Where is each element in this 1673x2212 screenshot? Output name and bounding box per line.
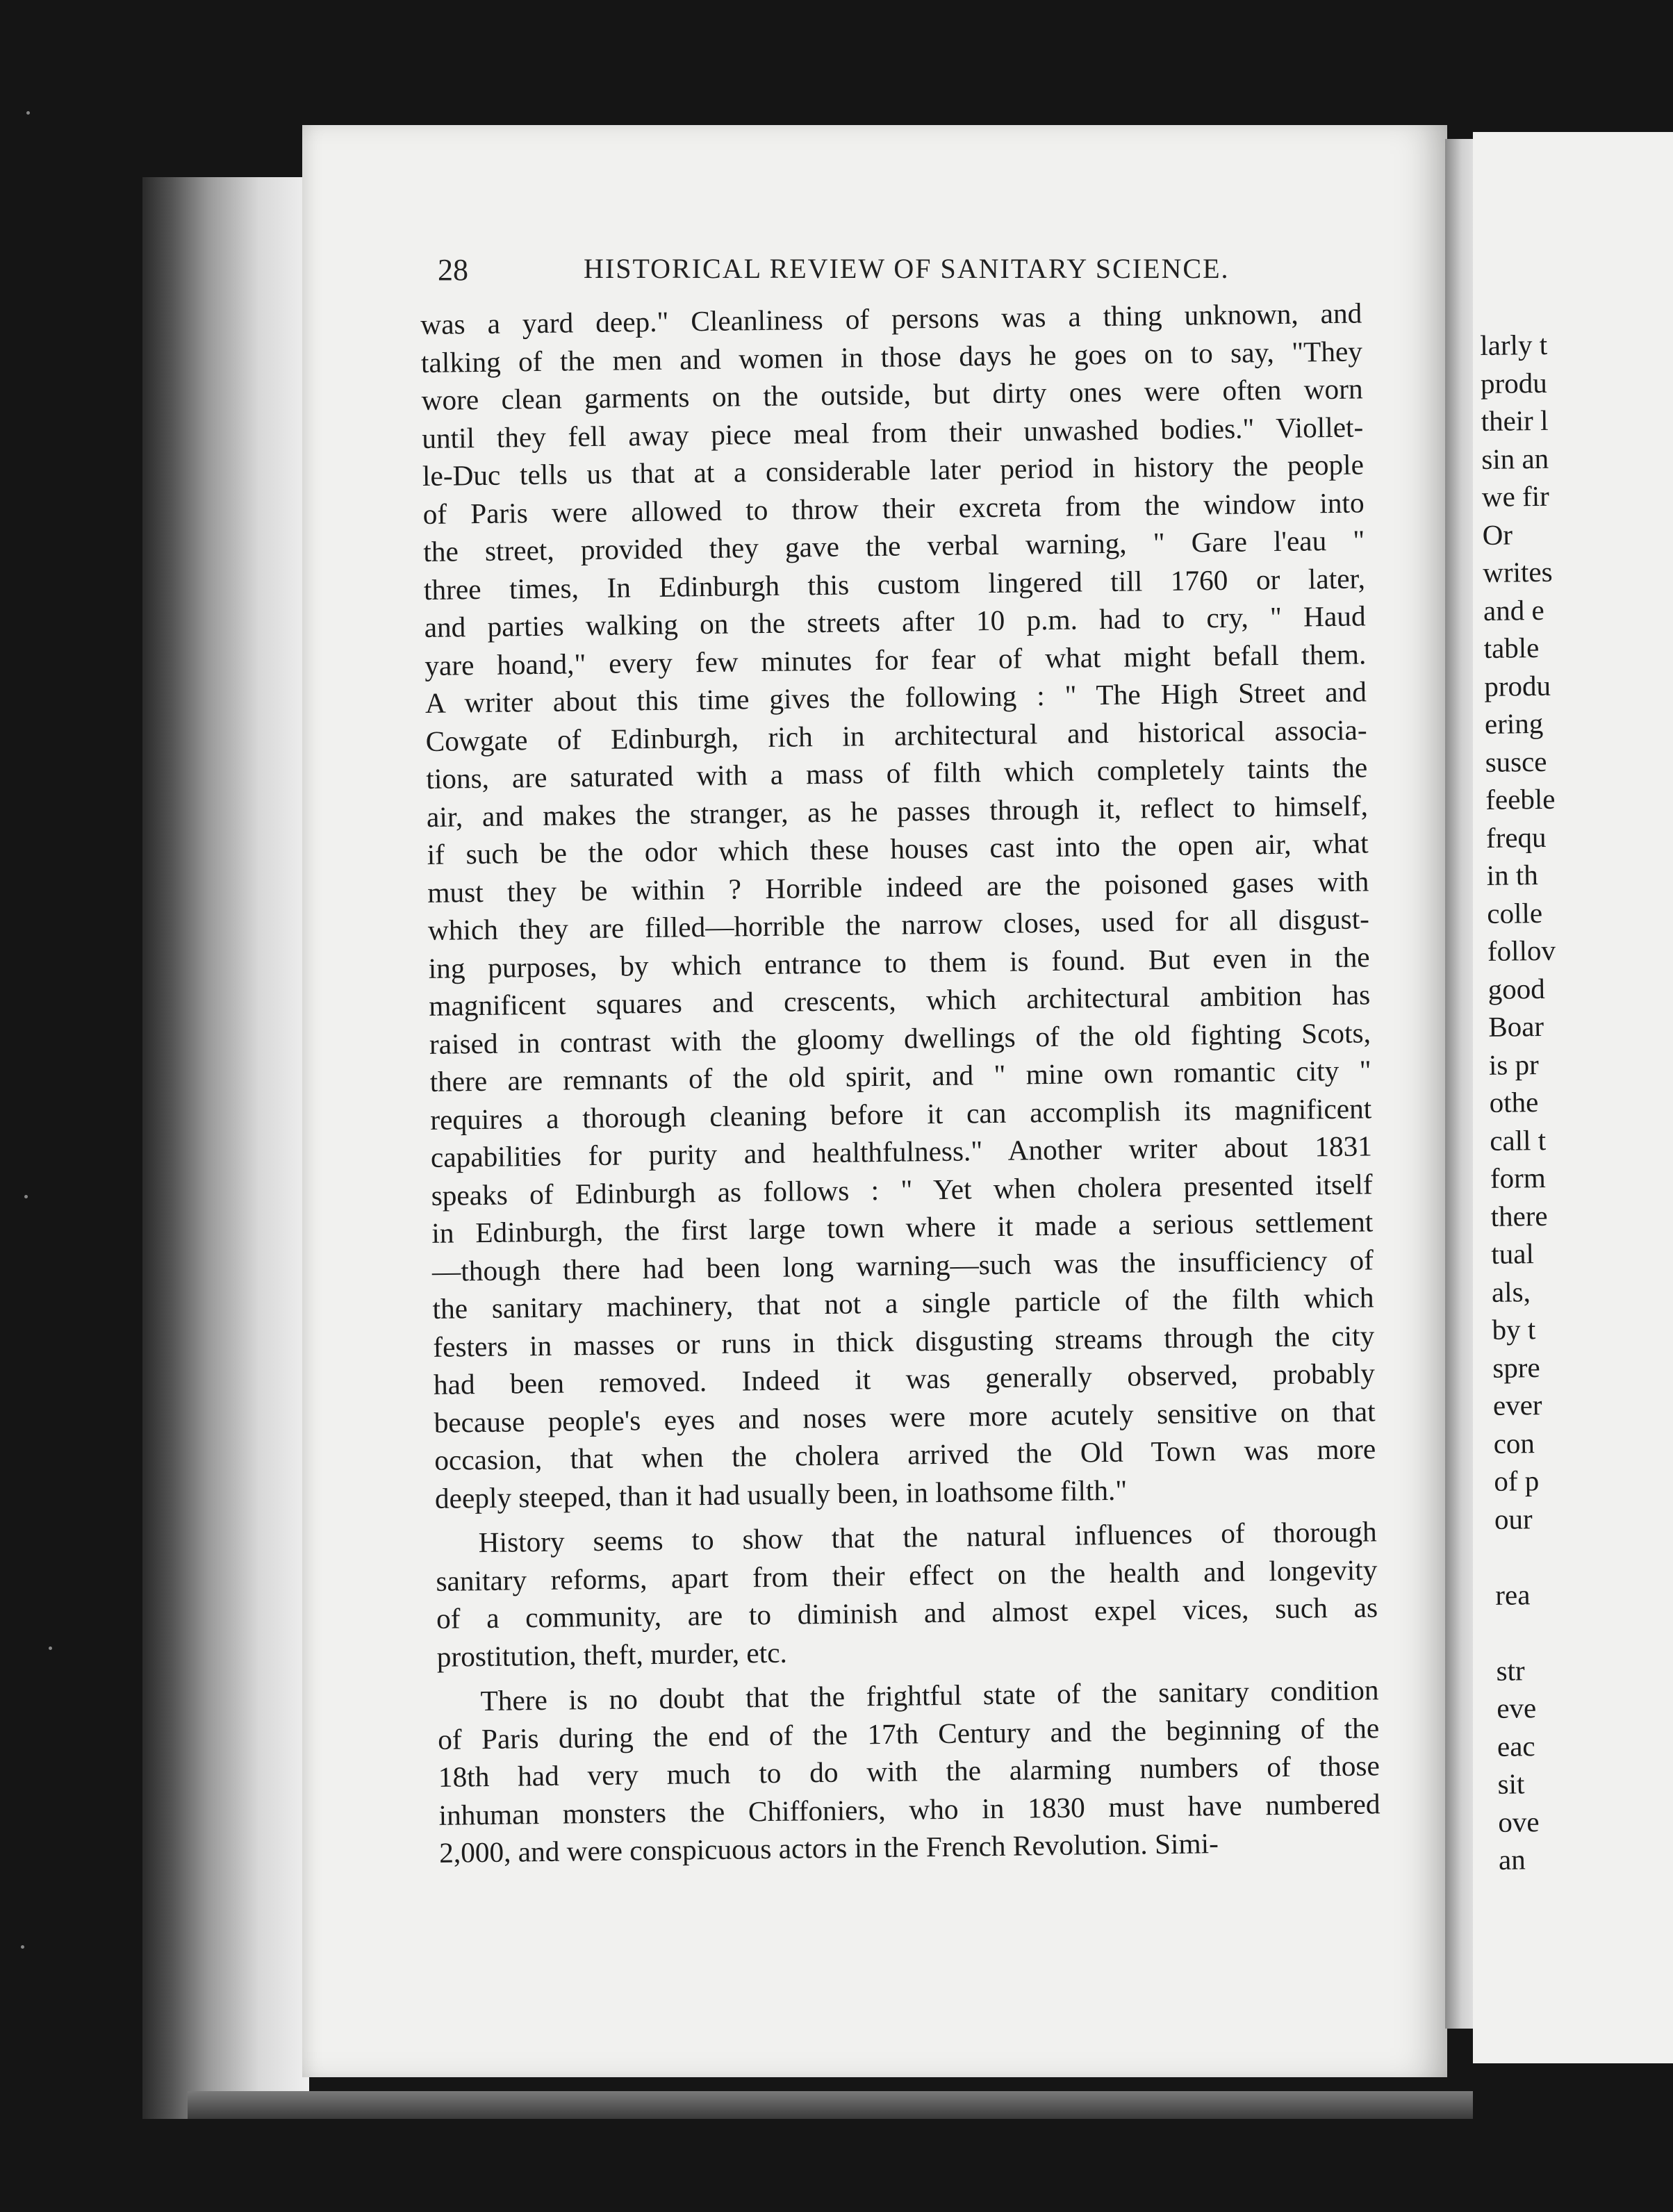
scan-speck	[26, 111, 30, 115]
right-page-line: writes	[1483, 555, 1553, 588]
text-line: was a yard deep." Cleanliness of persons was a thing unknown, and	[420, 297, 1362, 340]
book-page-edges	[142, 177, 309, 2119]
right-page-line: othe	[1489, 1086, 1539, 1119]
text-line: There is no doubt that the frightful state of the sanitary condition	[480, 1674, 1379, 1717]
right-page-line: als,	[1491, 1275, 1531, 1308]
text-line: speaks of Edinburgh as follows : " Yet when cholera presented itself	[431, 1167, 1373, 1212]
text-line: History seems to show that the natural influences of thorough	[478, 1515, 1377, 1559]
text-line: sanitary reforms, apart from their effect on the health and longevity	[436, 1553, 1378, 1597]
right-page-line: frequ	[1485, 820, 1547, 854]
text-line: which they are filled—horrible the narrow closes, used for all disgust-	[427, 902, 1370, 946]
right-page-line: their l	[1481, 404, 1549, 437]
text-line: air, and makes the stranger, as he passes through it, reflect to himself,	[426, 789, 1369, 833]
right-page-line: form	[1490, 1161, 1546, 1194]
right-page-line: colle	[1487, 896, 1543, 930]
right-page-line: eac	[1497, 1729, 1535, 1763]
text-line: capabilities for purity and healthfulness." Another writer about 1831	[430, 1130, 1373, 1173]
text-line: wore clean garments on the outside, but dirty ones were often worn	[421, 372, 1363, 416]
right-page-line: our	[1494, 1502, 1533, 1535]
right-page-line: Or	[1482, 518, 1513, 551]
right-page-line: eve	[1497, 1692, 1537, 1724]
text-line: raised in contrast with the gloomy dwellings of the old fighting Scots,	[429, 1016, 1371, 1060]
text-line: occasion, that when the cholera arrived the Old Town was more	[434, 1433, 1376, 1476]
text-line: le-Duc tells us that at a considerable later period in history the people	[422, 448, 1365, 492]
right-page-line: in th	[1486, 859, 1538, 891]
text-line: of Paris were allowed to throw their excreta from the window into	[422, 486, 1365, 530]
right-page-line: con	[1493, 1426, 1535, 1460]
text-line: because people's eyes and noses were more acutely sensitive on that	[434, 1394, 1376, 1439]
right-page-line: larly t	[1480, 328, 1548, 361]
text-line: three times, In Edinburgh this custom lingered till 1760 or later,	[423, 561, 1366, 606]
body-text	[420, 294, 1381, 1872]
text-line: 18th had very much to do with the alarming numbers of those	[438, 1749, 1381, 1793]
right-page-line: follov	[1487, 934, 1556, 967]
running-head: HISTORICAL REVIEW OF SANITARY SCIENCE.	[584, 253, 1230, 284]
text-line: in Edinburgh, the first large town where it made a serious settlement	[431, 1205, 1374, 1249]
right-page-line: produ	[1484, 669, 1551, 702]
right-page-line: call t	[1490, 1123, 1547, 1157]
right-page-line: ever	[1492, 1389, 1542, 1421]
text-line: inhuman monsters the Chiffoniers, who in 1830 must have numbered	[438, 1787, 1381, 1831]
text-line: had been removed. Indeed it was generally observed, probably	[433, 1357, 1376, 1401]
right-page-line: feeble	[1485, 782, 1556, 816]
right-page-line: susce	[1485, 745, 1547, 778]
right-page-line: table	[1483, 631, 1540, 664]
text-line: if such be the odor which these houses cast into the open air, what	[427, 827, 1369, 870]
right-page-line: is pr	[1488, 1048, 1540, 1081]
right-page-line: good	[1487, 972, 1545, 1005]
text-line: the sanitary machinery, that not a single particle of the filth which	[432, 1281, 1374, 1325]
book-bottom-edge	[188, 2091, 1473, 2119]
text-line: there are remnants of the old spirit, and " mine own romantic city "	[429, 1054, 1371, 1098]
text-line: tions, are saturated with a mass of filth which completely taints the	[426, 751, 1368, 795]
scan-speck	[49, 1646, 52, 1650]
right-page-line: there	[1490, 1199, 1548, 1232]
right-page-line: ering	[1484, 707, 1544, 740]
right-page-line: ove	[1498, 1805, 1540, 1838]
right-page-text	[1480, 324, 1673, 1879]
text-line: ing purposes, by which entrance to them is found. But even in the	[428, 940, 1370, 984]
right-page-line: Boar	[1488, 1009, 1544, 1043]
right-page-line: tual	[1491, 1237, 1535, 1270]
right-page-line: str	[1496, 1653, 1525, 1687]
scan-speck	[24, 1195, 28, 1198]
right-page-line: sin an	[1481, 442, 1549, 475]
text-line: until they fell away piece meal from their unwashed bodies." Viollet-	[422, 410, 1364, 454]
text-line: —though there had been long warning—such was the insufficiency of	[431, 1243, 1374, 1287]
right-page-line: spre	[1492, 1351, 1540, 1384]
right-page-line: of p	[1494, 1464, 1540, 1497]
right-page-line: sit	[1497, 1767, 1525, 1800]
text-line: A writer about this time gives the following : " The High Street and	[425, 675, 1367, 719]
text-line: magnificent squares and crescents, which architectural ambition has	[429, 978, 1371, 1022]
right-page-line	[1494, 1535, 1673, 1576]
text-line: and parties walking on the streets after 10 p.m. had to cry, " Haud	[424, 600, 1366, 643]
text-line: 2,000, and were conspicuous actors in the French Revolution. Simi-	[438, 1827, 1219, 1869]
right-page-line	[1496, 1611, 1673, 1651]
right-page-line: rea	[1495, 1578, 1531, 1611]
text-line: the street, provided they gave the verbal warning, " Gare l'eau "	[423, 524, 1365, 568]
right-page-line: we fir	[1481, 479, 1550, 513]
right-page-line: and e	[1483, 593, 1544, 627]
text-line: festers in masses or runs in thick disgusting streams through the city	[433, 1319, 1375, 1363]
text-line: yare hoand," every few minutes for fear of what might befall them.	[425, 637, 1367, 682]
right-page-line: produ	[1480, 366, 1547, 399]
page-header	[438, 247, 1362, 295]
text-line: deeply steeped, than it had usually been, in loathsome filth."	[434, 1474, 1128, 1514]
text-line: of a community, are to diminish and almost expel vices, such as	[436, 1591, 1378, 1635]
page-number: 28	[438, 253, 468, 287]
right-page-line: by t	[1492, 1313, 1536, 1346]
text-line: prostitution, theft, murder, etc.	[436, 1636, 788, 1673]
scan-speck	[21, 1945, 24, 1949]
text-line: requires a thorough cleaning before it can accomplish its magnificent	[430, 1091, 1372, 1136]
right-page-line: an	[1498, 1843, 1526, 1876]
text-line: of Paris during the end of the 17th Century and the beginning of the	[437, 1711, 1380, 1756]
text-line: must they be within ? Horrible indeed are the poisoned gases with	[427, 864, 1369, 909]
text-line: Cowgate of Edinburgh, rich in architectural and historical associa-	[425, 713, 1367, 757]
text-line: talking of the men and women in those days he goes on to say, "They	[420, 334, 1363, 379]
